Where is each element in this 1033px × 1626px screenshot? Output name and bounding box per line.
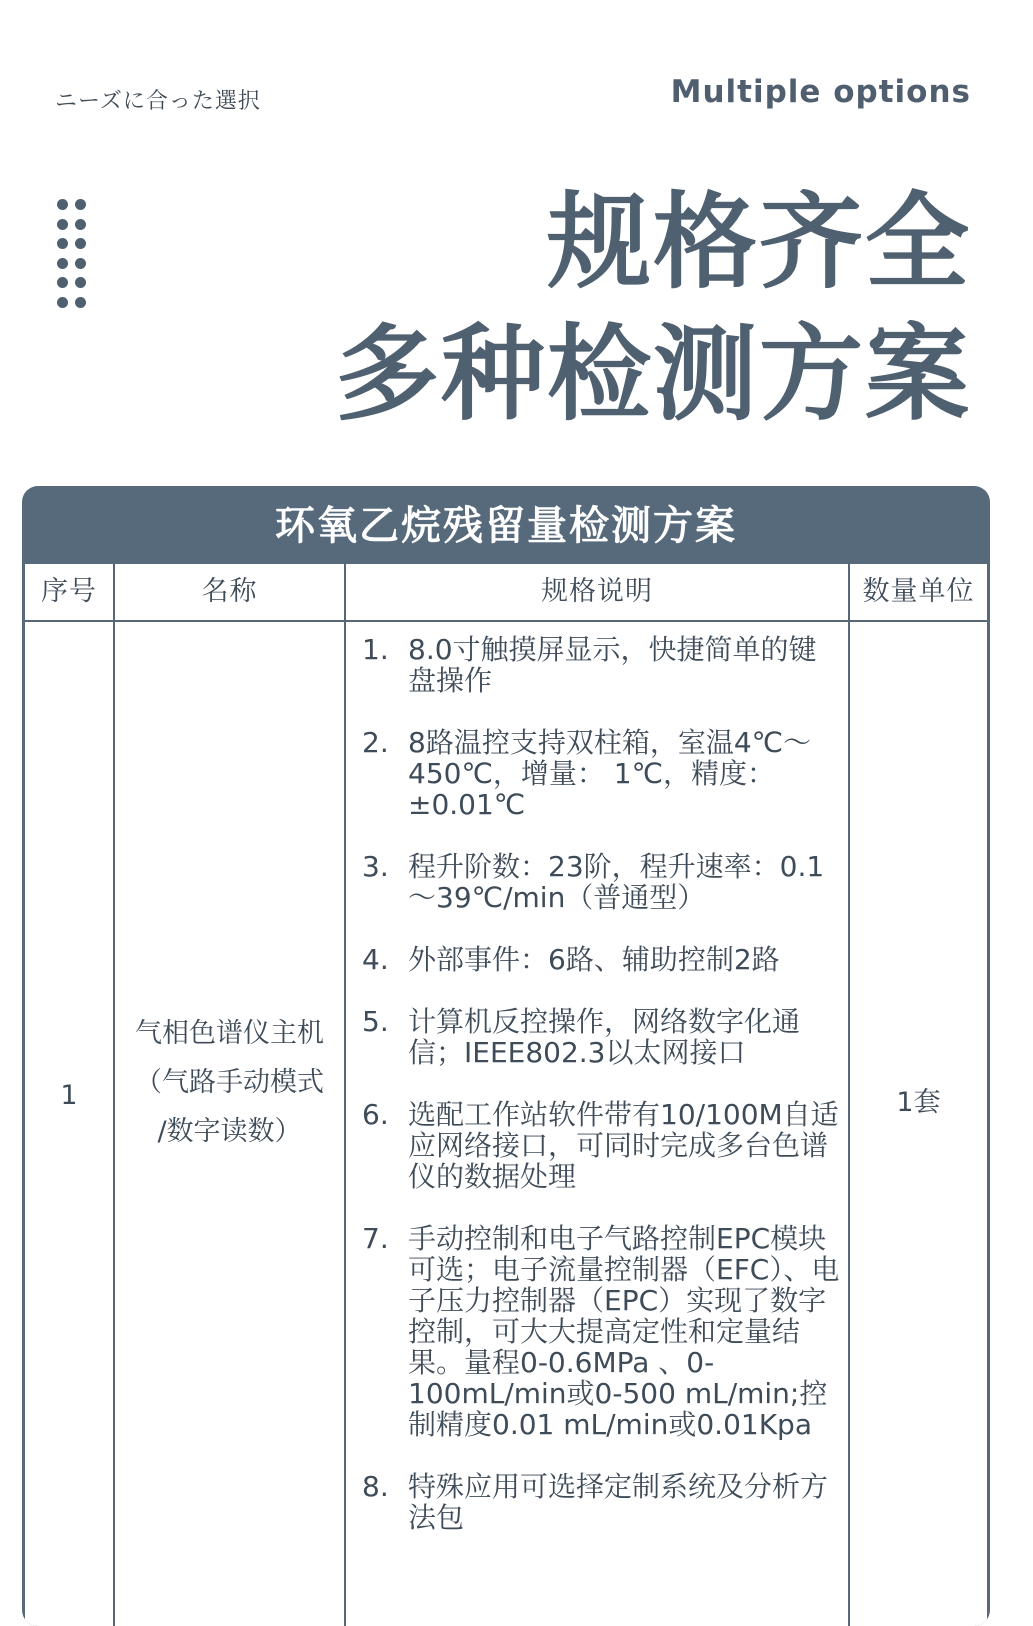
spec-number: 3. xyxy=(362,850,389,883)
column-header-name: 名称 xyxy=(201,576,258,607)
spec-item xyxy=(362,1223,842,1440)
spec-number: 8. xyxy=(362,1470,389,1503)
spec-text: 程升阶数：23阶，程升速率：0.1～39℃/min（普通型） xyxy=(408,850,825,914)
spec-item xyxy=(362,1006,842,1068)
column-divider xyxy=(344,564,346,1626)
column-header-index: 序号 xyxy=(41,576,97,607)
row-name-line: 气相色谱仪主机 xyxy=(135,1018,324,1049)
spec-text: 特殊应用可选择定制系统及分析方法包 xyxy=(408,1470,829,1534)
spec-text: 手动控制和电子气路控制EPC模块可选；电子流量控制器（EFC）、电子压力控制器（EPC）实现了数字控制，可大大提高定性和定量结果。量程0-0.6MPa 、0-100mL/min或0-500 mL/min;控制精度0.01 mL/min或0.01Kpa xyxy=(408,1222,840,1441)
header-english-text: Multiple options xyxy=(670,74,971,110)
hero-title-line2: 多种检测方案 xyxy=(334,313,971,435)
table-title: 环氧乙烷残留量检测方案 xyxy=(275,503,737,549)
spec-item xyxy=(362,1471,842,1533)
row-name-line: （气路手动模式 xyxy=(135,1067,324,1098)
spec-item xyxy=(362,944,842,975)
header-japanese-text: ニーズに合った選択 xyxy=(55,89,261,114)
spec-text: 8.0寸触摸屏显示，快捷简单的键盘操作 xyxy=(408,633,817,697)
spec-item xyxy=(362,1099,842,1192)
header-row-divider xyxy=(25,620,987,622)
spec-table xyxy=(25,564,987,1626)
column-header-spec: 规格说明 xyxy=(541,576,653,607)
dot-grid-decoration xyxy=(57,199,93,316)
spec-number: 1. xyxy=(362,633,389,666)
spec-text: 外部事件：6路、辅助控制2路 xyxy=(408,943,780,976)
spec-number: 4. xyxy=(362,943,389,976)
spec-table-card xyxy=(22,486,990,1626)
row-name xyxy=(115,1009,344,1156)
row-index: 1 xyxy=(60,1080,78,1111)
spec-item xyxy=(362,634,842,696)
spec-item xyxy=(362,727,842,820)
spec-list xyxy=(362,634,842,1564)
spec-number: 2. xyxy=(362,726,389,759)
spec-number: 7. xyxy=(362,1222,389,1255)
spec-text: 8路温控支持双柱箱，室温4℃～450℃，增量： 1℃，精度：±0.01℃ xyxy=(408,726,812,821)
spec-text: 选配工作站软件带有10/100M自适应网络接口，可同时完成多台色谱仪的数据处理 xyxy=(408,1098,839,1193)
spec-number: 6. xyxy=(362,1098,389,1131)
spec-text: 计算机反控操作，网络数字化通信；IEEE802.3以太网接口 xyxy=(408,1005,801,1069)
hero-title-line1: 规格齐全 xyxy=(546,181,971,303)
column-header-quantity: 数量单位 xyxy=(862,576,975,607)
row-quantity: 1套 xyxy=(896,1087,941,1118)
spec-number: 5. xyxy=(362,1005,389,1038)
spec-item xyxy=(362,851,842,913)
row-name-line: /数字读数） xyxy=(157,1116,302,1147)
